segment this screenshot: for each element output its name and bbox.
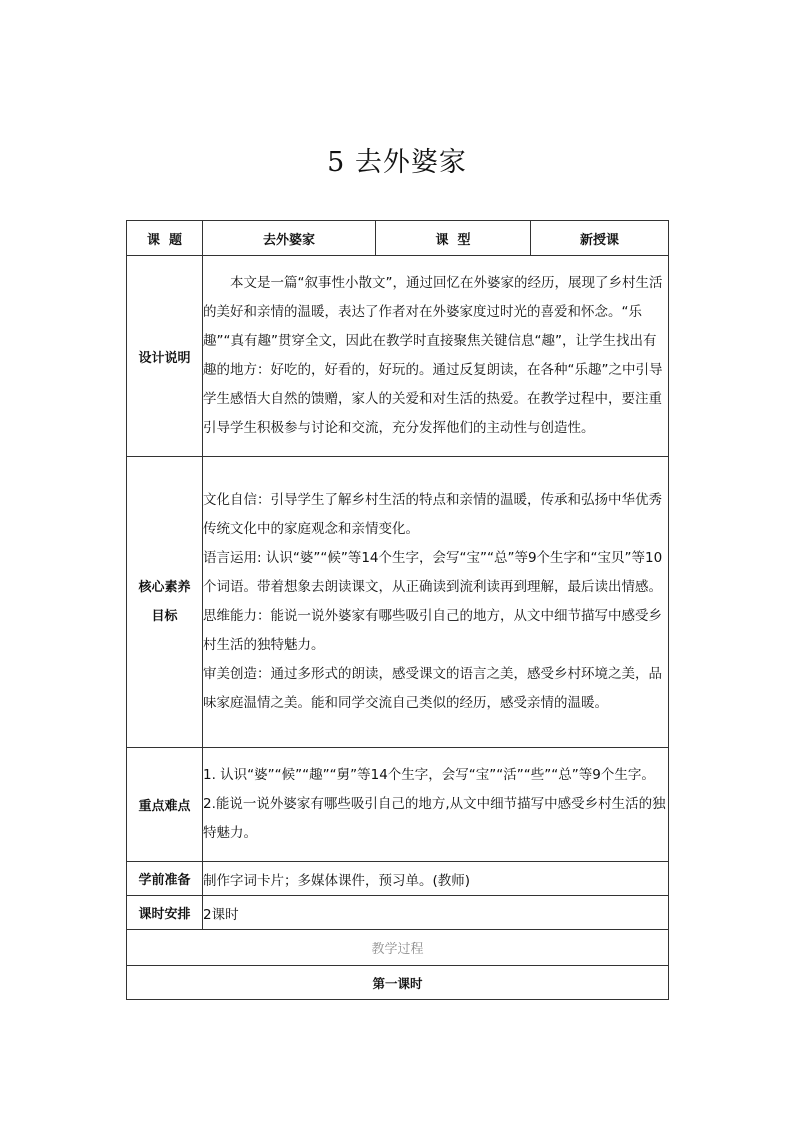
goals-content [203, 457, 669, 748]
lesson-type: 新授课 [531, 221, 669, 256]
key-points-row [127, 748, 669, 862]
key-point-1: 1. 认识“婆”“候”“趣”“舅”等14个生字，会写“宝”“活”“些”“总”等9个生字。 [203, 767, 655, 783]
design-label: 设计说明 [127, 256, 203, 457]
goal-culture: 文化自信：引导学生了解乡村生活的特点和亲情的温暖，传承和弘扬中华优秀传统文化中的家庭观念和亲情变化。 [203, 492, 662, 537]
goals-label-line2: 目标 [151, 609, 178, 624]
goal-aesthetic: 审美创造：通过多形式的朗读，感受课文的语言之美，感受乡村环境之美，品味家庭温情之美。能和同学交流自己类似的经历，感受亲情的温暖。 [203, 666, 662, 711]
first-lesson-row [127, 966, 669, 1000]
key-point-2: 2.能说一说外婆家有哪些吸引自己的地方,从文中细节描写中感受乡村生活的独特魅力。 [203, 796, 666, 841]
topic-label: 课 题 [127, 221, 203, 256]
preparation-text: 制作字词卡片；多媒体课件，预习单。(教师) [203, 862, 669, 896]
key-points-content [203, 748, 669, 862]
key-points-label: 重点难点 [127, 748, 203, 862]
goal-thinking: 思维能力：能说一说外婆家有哪些吸引自己的地方，从文中细节描写中感受乡村生活的独特魅力。 [203, 608, 662, 653]
schedule-row [127, 896, 669, 930]
header-row [127, 221, 669, 256]
preparation-label: 学前准备 [127, 862, 203, 896]
lesson-plan-table [126, 220, 669, 1000]
goal-language: 语言运用: 认识“婆”“候”等14个生字，会写“宝”“总”等9个生字和“宝贝”等10个词语。带着想象去朗读课文，从正确读到流利读再到理解，最后读出情感。 [203, 550, 663, 595]
process-row [127, 930, 669, 966]
preparation-row [127, 862, 669, 896]
type-label: 课 型 [376, 221, 531, 256]
design-row [127, 256, 669, 457]
goals-label [127, 457, 203, 748]
goals-label-line1: 核心素养 [138, 580, 191, 595]
schedule-label: 课时安排 [127, 896, 203, 930]
goals-row [127, 457, 669, 748]
design-text: 本文是一篇“叙事性小散文”，通过回忆在外婆家的经历，展现了乡村生活的美好和亲情的温暖，表达了作者对在外婆家度过时光的喜爱和怀念。“乐趣”“真有趣”贯穿全文，因此在教学时直接聚焦关键信息“趣”，让学生找出有趣的地方：好吃的，好看的，好玩的。通过反复朗读，在各种“乐趣”之中引导学生感悟大自然的馈赠，家人的关爱和对生活的热爱。在教学过程中，要注重引导学生积极参与讨论和交流，充分发挥他们的主动性与创造性。 [203, 256, 669, 457]
process-heading: 教学过程 [127, 930, 669, 966]
first-lesson-heading: 第一课时 [127, 966, 669, 1000]
page-title: 5 去外婆家 [327, 147, 467, 178]
schedule-text: 2课时 [203, 896, 669, 930]
lesson-name: 去外婆家 [203, 221, 376, 256]
